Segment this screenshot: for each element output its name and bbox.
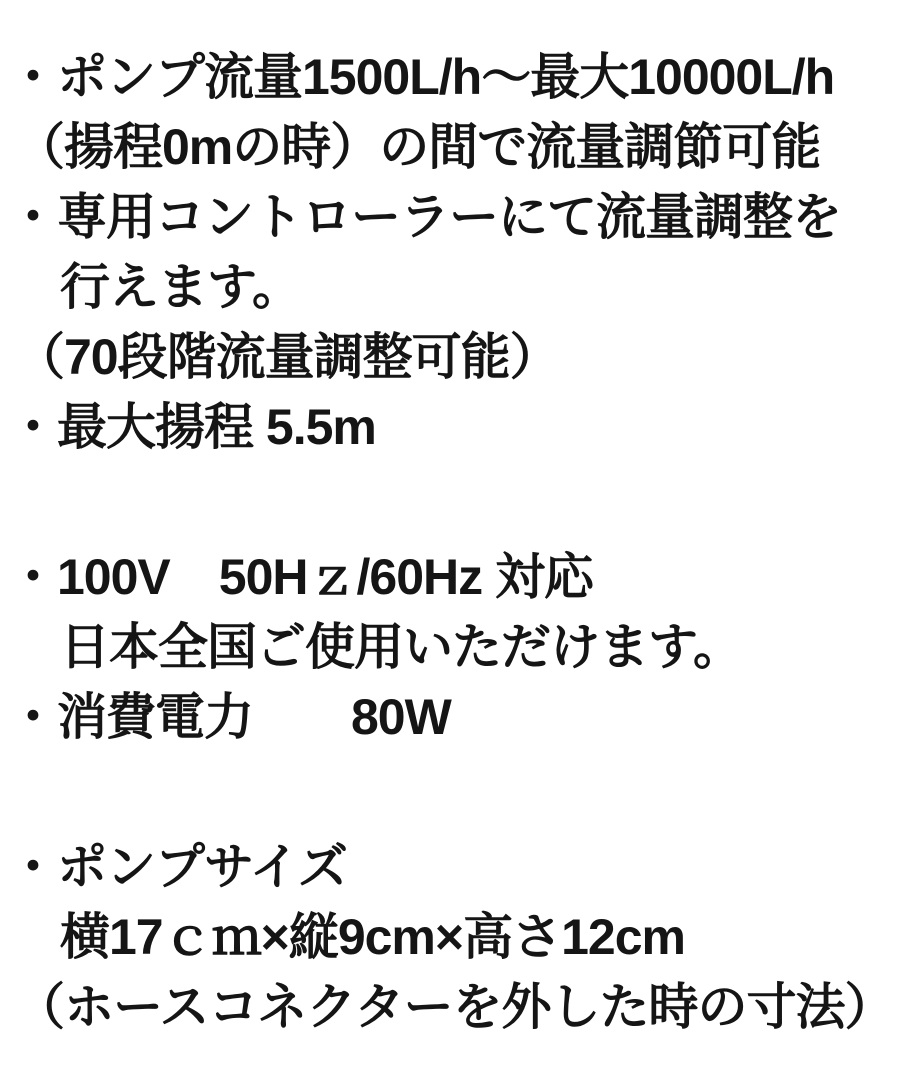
spec-line: ・消費電力 80W (8, 689, 451, 745)
spec-line: 横17ｃｍ×縦9cm×高さ12cm (60, 909, 685, 965)
spec-line: ・ポンプ流量1500L/h～最大10000L/h (8, 49, 835, 105)
spec-line: （ホースコネクターを外した時の寸法） (15, 979, 894, 1035)
spec-line: ・ポンプサイズ (8, 839, 347, 895)
spec-line-gap (8, 462, 904, 542)
spec-line: ・最大揚程 5.5m (8, 399, 376, 455)
spec-line: （揚程0mの時）の間で流量調節可能 (15, 119, 821, 175)
spec-line: 日本全国ご使用いただけます。 (60, 619, 742, 675)
spec-line: ・100V 50Hｚ/60Hz 対応 (8, 549, 594, 605)
spec-line: 行えます。 (60, 259, 301, 315)
spec-line: （70段階流量調整可能） (15, 329, 559, 385)
spec-line: ・専用コントローラーにて流量調整を (8, 189, 841, 245)
spec-line-gap (8, 752, 904, 832)
